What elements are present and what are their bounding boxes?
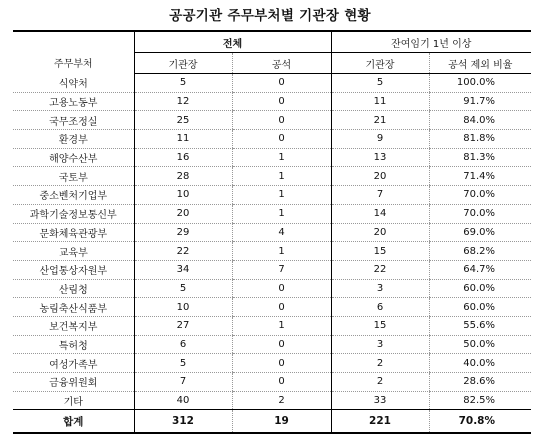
cell-heads: 12 bbox=[134, 92, 232, 111]
cell-ministry: 국무조정실 bbox=[13, 111, 134, 130]
cell-ratio: 60.0% bbox=[429, 279, 531, 298]
cell-vacant: 4 bbox=[232, 223, 331, 242]
cell-vacant: 0 bbox=[232, 279, 331, 298]
header-heads-remaining: 기관장 bbox=[331, 53, 429, 74]
header-group-total: 전체 bbox=[134, 31, 331, 53]
cell-remaining: 22 bbox=[331, 260, 429, 279]
cell-ratio: 81.8% bbox=[429, 130, 531, 149]
cell-remaining: 13 bbox=[331, 148, 429, 167]
cell-remaining: 2 bbox=[331, 373, 429, 392]
cell-vacant: 7 bbox=[232, 260, 331, 279]
cell-heads: 27 bbox=[134, 316, 232, 335]
cell-heads: 10 bbox=[134, 186, 232, 205]
cell-ratio: 100.0% bbox=[429, 74, 531, 93]
cell-vacant: 1 bbox=[232, 204, 331, 223]
header-vacant: 공석 bbox=[232, 53, 331, 74]
cell-heads: 10 bbox=[134, 298, 232, 317]
cell-ratio: 68.2% bbox=[429, 242, 531, 261]
cell-vacant: 0 bbox=[232, 111, 331, 130]
cell-remaining: 5 bbox=[331, 74, 429, 93]
cell-heads: 28 bbox=[134, 167, 232, 186]
cell-vacant: 0 bbox=[232, 130, 331, 149]
table-row bbox=[13, 316, 531, 335]
table-row bbox=[13, 260, 531, 279]
total-row bbox=[13, 410, 531, 434]
cell-remaining: 11 bbox=[331, 92, 429, 111]
cell-ministry: 여성가족부 bbox=[13, 354, 134, 373]
cell-heads: 6 bbox=[134, 335, 232, 354]
cell-vacant: 1 bbox=[232, 316, 331, 335]
cell-heads: 29 bbox=[134, 223, 232, 242]
cell-remaining: 3 bbox=[331, 279, 429, 298]
cell-remaining: 20 bbox=[331, 223, 429, 242]
cell-vacant: 1 bbox=[232, 167, 331, 186]
cell-vacant: 0 bbox=[232, 92, 331, 111]
table-row bbox=[13, 92, 531, 111]
cell-remaining: 14 bbox=[331, 204, 429, 223]
table-row bbox=[13, 186, 531, 205]
cell-remaining: 2 bbox=[331, 354, 429, 373]
table-row bbox=[13, 242, 531, 261]
cell-ratio: 70.0% bbox=[429, 186, 531, 205]
cell-ratio: 91.7% bbox=[429, 92, 531, 111]
cell-ministry: 환경부 bbox=[13, 130, 134, 149]
cell-ratio: 55.6% bbox=[429, 316, 531, 335]
header-ministry: 주무부처 bbox=[13, 31, 134, 74]
table-row bbox=[13, 130, 531, 149]
cell-heads: 5 bbox=[134, 279, 232, 298]
cell-vacant: 1 bbox=[232, 148, 331, 167]
table-row bbox=[13, 111, 531, 130]
cell-heads: 11 bbox=[134, 130, 232, 149]
total-label: 합계 bbox=[13, 410, 134, 434]
cell-heads: 25 bbox=[134, 111, 232, 130]
cell-ministry: 보건복지부 bbox=[13, 316, 134, 335]
cell-ministry: 중소벤처기업부 bbox=[13, 186, 134, 205]
cell-ratio: 71.4% bbox=[429, 167, 531, 186]
ministry-table bbox=[13, 30, 531, 434]
cell-heads: 5 bbox=[134, 74, 232, 93]
cell-vacant: 0 bbox=[232, 335, 331, 354]
cell-ministry: 농림축산식품부 bbox=[13, 298, 134, 317]
cell-heads: 20 bbox=[134, 204, 232, 223]
cell-ratio: 64.7% bbox=[429, 260, 531, 279]
cell-ministry: 국토부 bbox=[13, 167, 134, 186]
cell-ministry: 과학기술정보통신부 bbox=[13, 204, 134, 223]
cell-remaining: 21 bbox=[331, 111, 429, 130]
cell-heads: 22 bbox=[134, 242, 232, 261]
cell-ratio: 60.0% bbox=[429, 298, 531, 317]
cell-ministry: 특허청 bbox=[13, 335, 134, 354]
header-ratio: 공석 제외 비율 bbox=[429, 53, 531, 74]
cell-heads: 7 bbox=[134, 373, 232, 392]
cell-ratio: 28.6% bbox=[429, 373, 531, 392]
table-row bbox=[13, 391, 531, 410]
cell-ministry: 고용노동부 bbox=[13, 92, 134, 111]
cell-remaining: 7 bbox=[331, 186, 429, 205]
page-title: 공공기관 주무부처별 기관장 현황 bbox=[169, 8, 371, 24]
cell-ministry: 교육부 bbox=[13, 242, 134, 261]
table-row bbox=[13, 298, 531, 317]
table-row bbox=[13, 223, 531, 242]
cell-ratio: 70.0% bbox=[429, 204, 531, 223]
table-row bbox=[13, 279, 531, 298]
cell-ministry: 산업통상자원부 bbox=[13, 260, 134, 279]
cell-ratio: 84.0% bbox=[429, 111, 531, 130]
cell-vacant: 1 bbox=[232, 242, 331, 261]
cell-vacant: 0 bbox=[232, 354, 331, 373]
cell-ratio: 50.0% bbox=[429, 335, 531, 354]
cell-ratio: 69.0% bbox=[429, 223, 531, 242]
table-row bbox=[13, 335, 531, 354]
header-group-remaining: 잔여임기 1년 이상 bbox=[331, 31, 531, 53]
cell-remaining: 20 bbox=[331, 167, 429, 186]
table-body bbox=[13, 74, 531, 410]
table-row bbox=[13, 167, 531, 186]
cell-ministry: 문화체육관광부 bbox=[13, 223, 134, 242]
cell-vacant: 0 bbox=[232, 74, 331, 93]
cell-ministry: 산림청 bbox=[13, 279, 134, 298]
cell-ratio: 82.5% bbox=[429, 391, 531, 410]
cell-ministry: 기타 bbox=[13, 391, 134, 410]
cell-heads: 5 bbox=[134, 354, 232, 373]
cell-vacant: 0 bbox=[232, 298, 331, 317]
table-row bbox=[13, 373, 531, 392]
cell-heads: 16 bbox=[134, 148, 232, 167]
table-row bbox=[13, 354, 531, 373]
cell-vacant: 2 bbox=[232, 391, 331, 410]
cell-ratio: 81.3% bbox=[429, 148, 531, 167]
cell-heads: 40 bbox=[134, 391, 232, 410]
table-row bbox=[13, 204, 531, 223]
table-row bbox=[13, 74, 531, 93]
total-vacant: 19 bbox=[232, 410, 331, 434]
total-remaining: 221 bbox=[331, 410, 429, 434]
header-heads: 기관장 bbox=[134, 53, 232, 74]
total-ratio: 70.8% bbox=[429, 410, 531, 434]
cell-vacant: 1 bbox=[232, 186, 331, 205]
cell-vacant: 0 bbox=[232, 373, 331, 392]
cell-ministry: 식약처 bbox=[13, 74, 134, 93]
cell-ministry: 금융위원회 bbox=[13, 373, 134, 392]
cell-remaining: 9 bbox=[331, 130, 429, 149]
cell-remaining: 3 bbox=[331, 335, 429, 354]
total-heads: 312 bbox=[134, 410, 232, 434]
cell-remaining: 33 bbox=[331, 391, 429, 410]
cell-ministry: 해양수산부 bbox=[13, 148, 134, 167]
cell-heads: 34 bbox=[134, 260, 232, 279]
cell-remaining: 15 bbox=[331, 242, 429, 261]
cell-remaining: 6 bbox=[331, 298, 429, 317]
table-row bbox=[13, 148, 531, 167]
cell-ratio: 40.0% bbox=[429, 354, 531, 373]
cell-remaining: 15 bbox=[331, 316, 429, 335]
